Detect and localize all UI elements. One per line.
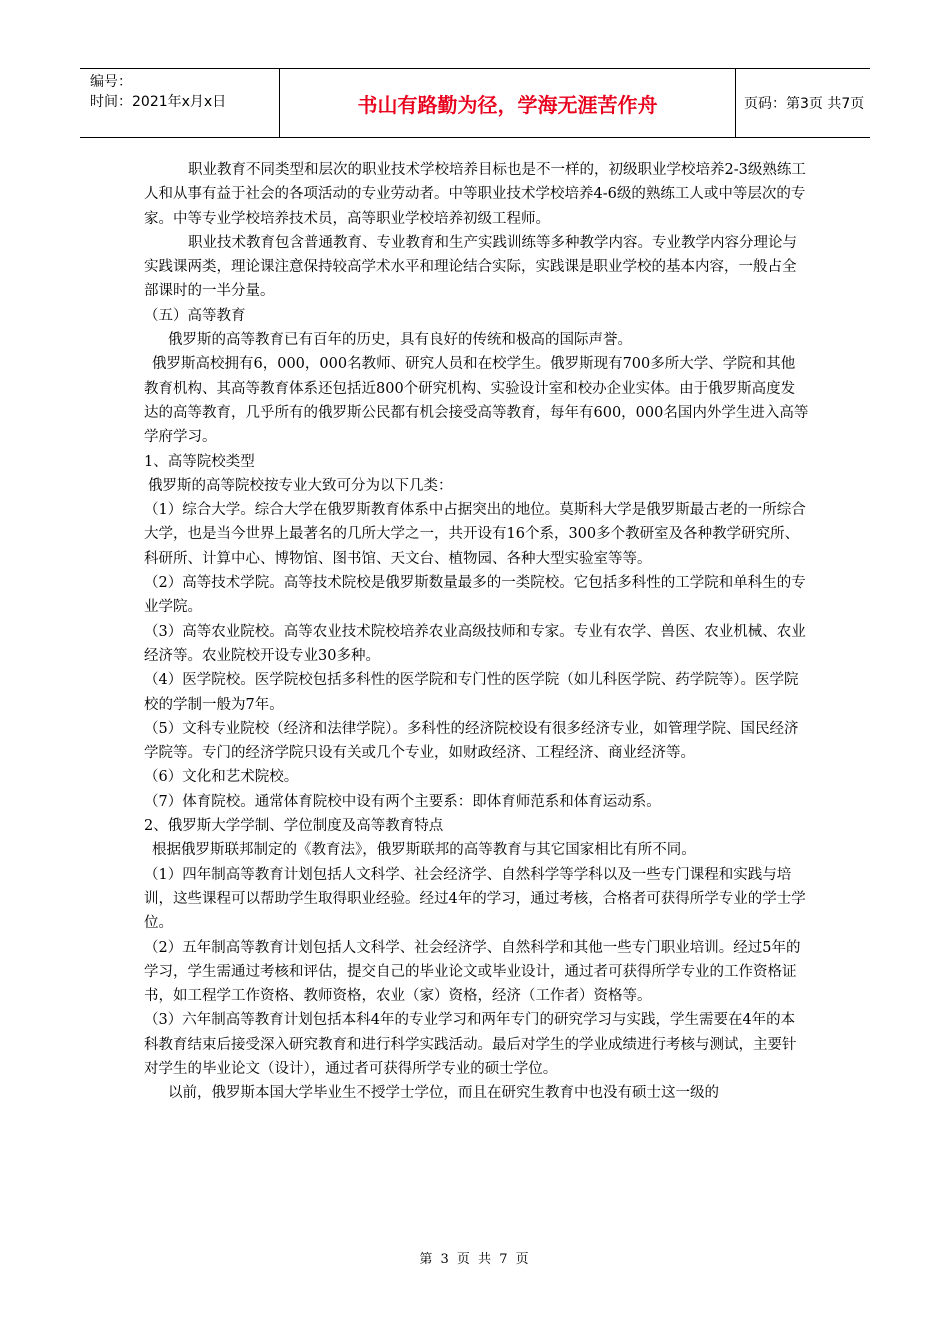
list-item: （3）六年制高等教育计划包括本科4年的专业学习和两年专门的研究学习与实践，学生需要在4年的本科教育结束后接受深入研究教育和进行科学实践活动。最后对学生的学业成绩进行考核与测试，主要针对学生的毕业论文（设计），通过者可获得所学专业的硕士学位。 [144,1012,797,1077]
list-item: （1）四年制高等教育计划包括人文科学、社会经济学、自然科学等学科以及一些专门课程和实践与培训，这些课程可以帮助学生取得职业经验。经过4年的学习，通过考核，合格者可获得所学专业的学士学位。 [144,866,806,932]
paragraph: 职业技术教育包含普通教育、专业教育和生产实践训练等多种教学内容。专业教学内容分理论与实践课两类，理论课注意保持较高学术水平和理论结合实际，实践课是职业学校的基本内容，一般占全部课时的一半分量。 [144,234,797,300]
paragraph: 俄罗斯的高等院校按专业大致可分为以下几类： [148,477,453,494]
list-item: （7）体育院校。通常体育院校中设有两个主要系：即体育师范系和体育运动系。 [144,793,661,810]
date-label: 时间：2021年x月x日 [90,94,227,110]
page-footer: 第 3 页 共 7 页 [419,1252,531,1267]
section-heading: 2、俄罗斯大学学制、学位制度及高等教育特点 [144,818,444,835]
section-heading: 1、高等院校类型 [144,453,255,470]
page-header [80,68,870,138]
paragraph: 以前，俄罗斯本国大学毕业生不授学士学位，而且在研究生教育中也没有硕士这一级的 [168,1085,719,1102]
list-item: （2）高等技术学院。高等技术院校是俄罗斯数量最多的一类院校。它包括多科性的工学院和单科生的专业学院。 [144,575,806,616]
list-item: （2）五年制高等教育计划包括人文科学、社会经济学、自然科学和其他一些专门职业培训。经过5年的学习，学生需通过考核和评估，提交自己的毕业论文或毕业设计，通过者可获得所学专业的工作资格证书，如工程学工作资格、教师资格，农业（家）资格，经济（工作者）资格等。 [144,939,801,1005]
document-body [144,158,809,1106]
paragraph: 职业教育不同类型和层次的职业技术学校培养目标也是不一样的，初级职业学校培养2-3级熟练工人和从事有益于社会的各项活动的专业劳动者。中等职业技术学校培养4-6级的熟练工人或中等层次的专家。中等专业学校培养技术员，高等职业学校培养初级工程师。 [144,162,806,227]
number-label: 编号： [90,74,132,90]
list-item: （3）高等农业院校。高等农业技术院校培养农业高级技师和专家。专业有农学、兽医、农业机械、农业经济等。农业院校开设专业30多种。 [144,623,806,664]
header-page-label: 页码：第3页 共7页 [744,96,865,112]
paragraph: 俄罗斯的高等教育已有百年的历史，具有良好的传统和极高的国际声誉。 [168,332,632,349]
list-item: （4）医学院校。医学院校包括多科性的医学院和专门性的医学院（如儿科医学院、药学院等）。医学院校的学制一般为7年。 [144,672,799,713]
header-motto: 书山有路勤为径，学海无涯苦作舟 [280,69,736,137]
list-item: （5）文科专业院校（经济和法律学院）。多科性的经济院校设有很多经济专业，如管理学院、国民经济学院等。专门的经济学院只设有关或几个专业，如财政经济、工程经济、商业经济等。 [144,720,799,762]
paragraph: 俄罗斯高校拥有6，000，000名教师、研究人员和在校学生。俄罗斯现有700多所大学、学院和其他教育机构、其高等教育体系还包括近800个研究机构、实验设计室和校办企业实体。由于俄罗斯高度发达的高等教育，几乎所有的俄罗斯公民都有机会接受高等教育，每年有600，000名国内外学生进入高等学府学习。 [144,356,809,446]
paragraph: 根据俄罗斯联邦制定的《教育法》，俄罗斯联邦的高等教育与其它国家相比有所不同。 [152,842,696,859]
list-item: （6）文化和艺术院校。 [144,769,299,786]
list-item: （1）综合大学。综合大学在俄罗斯教育体系中占据突出的地位。莫斯科大学是俄罗斯最古老的一所综合大学，也是当今世界上最著名的几所大学之一，共开设有16个系，300多个教研室及各种教学研究所、科研所、计算中心、博物馆、图书馆、天文台、植物园、各种大型实验室等等。 [144,502,806,567]
header-meta [80,69,280,137]
section-heading: （五）高等教育 [144,307,246,324]
